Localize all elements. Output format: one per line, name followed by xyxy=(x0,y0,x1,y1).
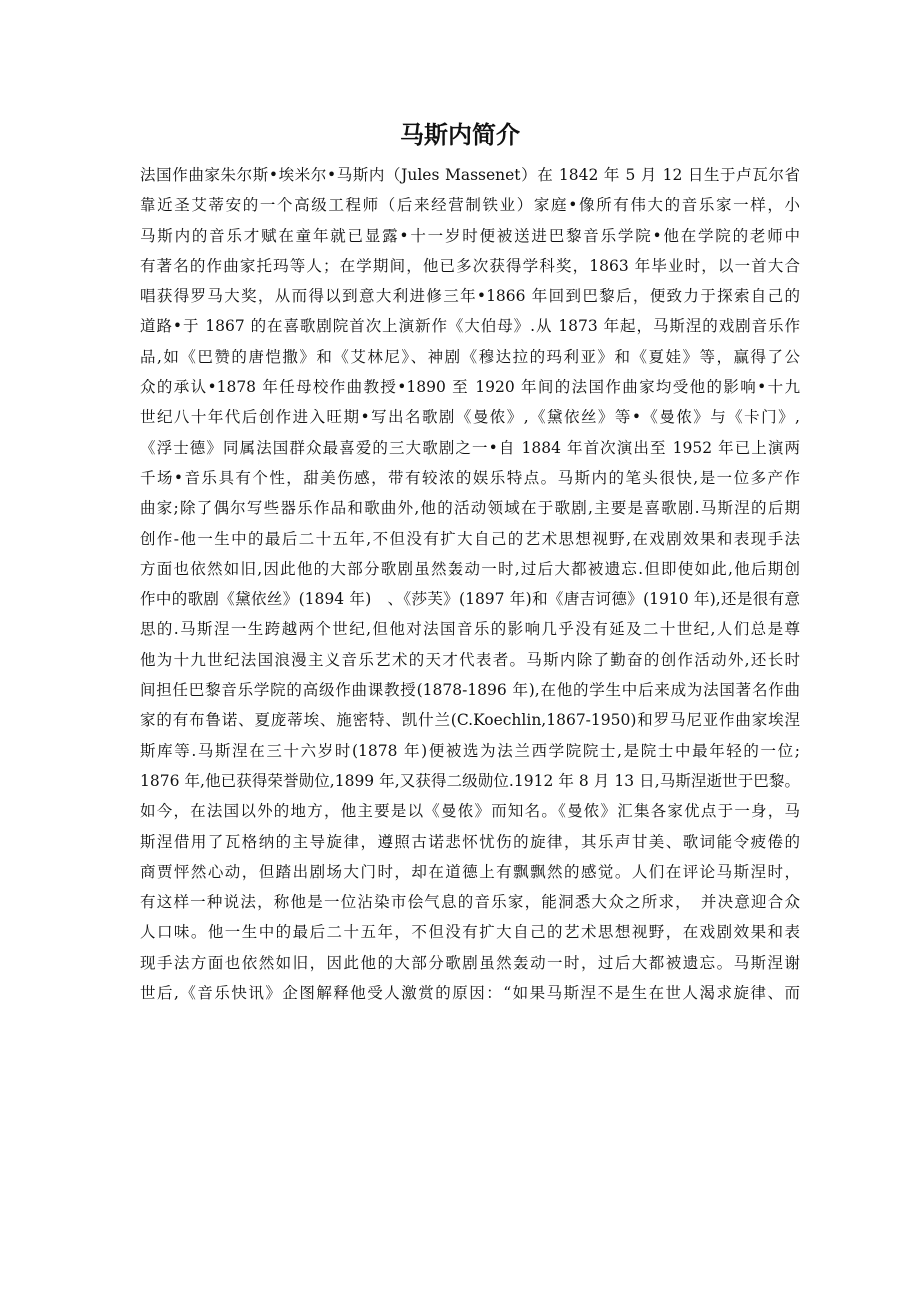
body-text-line: 人口味。他一生中的最后二十五年，不但没有扩大自己的艺术思想视野，在戏剧效果和表 xyxy=(140,923,800,942)
body-text-line: 间担任巴黎音乐学院的高级作曲课教授(1878-1896 年),在他的学生中后来成为法国著名作曲 xyxy=(140,681,800,700)
body-text-line: 品,如《巴赞的唐恺撒》和《艾林尼》、神剧《穆达拉的玛利亚》和《夏娃》等，赢得了公 xyxy=(140,347,800,366)
body-text-line: 有这样一种说法，称他是一位沾染市侩气息的音乐家，能洞悉大众之所求， 并决意迎合众 xyxy=(140,893,800,912)
body-text-line: 创作-他一生中的最后二十五年,不但没有扩大自己的艺术思想视野,在戏剧效果和表现手法 xyxy=(140,529,800,548)
body-text-line: 1876 年,他已获得荣誉勋位,1899 年,又获得二级勋位.1912 年 8 月 13 日,马斯涅逝世于巴黎。 xyxy=(140,771,800,790)
body-text-line: 马斯内的音乐才赋在童年就已显露•十一岁时便被送进巴黎音乐学院•他在学院的老师中 xyxy=(140,226,800,245)
body-text-line: 法国作曲家朱尔斯•埃米尔•马斯内（Jules Massenet）在 1842 年 5 月 12 日生于卢瓦尔省 xyxy=(140,166,800,184)
document-body xyxy=(140,160,800,1008)
body-text-line: 斯库等.马斯涅在三十六岁时(1878 年)便被选为法兰西学院院士,是院士中最年轻的一位; xyxy=(140,741,800,760)
body-text-line: 作中的歌剧《黛依丝》(1894 年) 、《莎芙》(1897 年)和《唐吉诃德》(1910 年),还是很有意 xyxy=(140,590,800,609)
body-text-line: 道路•于 1867 的在喜歌剧院首次上演新作《大伯母》.从 1873 年起，马斯涅的戏剧音乐作 xyxy=(140,317,800,336)
body-text-line: 方面也依然如旧,因此他的大部分歌剧虽然轰动一时,过后大都被遗忘.但即使如此,他后期创 xyxy=(140,559,800,578)
body-text-line: 唱获得罗马大奖，从而得以到意大利进修三年•1866 年回到巴黎后，便致力于探索自己的 xyxy=(140,287,800,306)
body-text-line: 有著名的作曲家托玛等人；在学期间，他已多次获得学科奖，1863 年毕业时，以一首大合 xyxy=(140,256,800,275)
body-text-line: 家的有布鲁诺、夏庞蒂埃、施密特、凯什兰(C.Koechlin,1867-1950)和罗马尼亚作曲家埃涅 xyxy=(140,711,800,730)
body-text-line: 现手法方面也依然如旧，因此他的大部分歌剧虽然轰动一时，过后大都被遗忘。马斯涅谢 xyxy=(140,953,800,972)
body-text-line: 世纪八十年代后创作进入旺期•写出名歌剧《曼侬》,《黛依丝》等•《曼侬》与《卡门》, xyxy=(140,408,800,427)
body-text-line: 世后,《音乐快讯》企图解释他受人激赏的原因：“如果马斯涅不是生在世人渴求旋律、而 xyxy=(140,984,800,1003)
body-text-line: 如今，在法国以外的地方，他主要是以《曼侬》而知名。《曼侬》汇集各家优点于一身，马 xyxy=(140,802,800,821)
document-title: 马斯内简介 xyxy=(400,121,520,149)
body-text-line: 斯涅借用了瓦格纳的主导旋律，遵照古诺悲怀忧伤的旋律，其乐声甘美、歌词能令疲倦的 xyxy=(140,832,800,851)
body-text-line: 思的.马斯涅一生跨越两个世纪,但他对法国音乐的影响几乎没有延及二十世纪,人们总是尊 xyxy=(140,620,800,639)
body-text-line: 《浮士德》同属法国群众最喜爱的三大歌剧之一•自 1884 年首次演出至 1952 年已上演两 xyxy=(140,438,800,457)
body-text-line: 众的承认•1878 年任母校作曲教授•1890 至 1920 年间的法国作曲家均受他的影响•十九 xyxy=(140,378,800,397)
body-text-line: 曲家;除了偶尔写些器乐作品和歌曲外,他的活动领域在于歌剧,主要是喜歌剧.马斯涅的后期 xyxy=(140,499,800,518)
body-text-line: 靠近圣艾蒂安的一个高级工程师（后来经营制铁业）家庭•像所有伟大的音乐家一样，小 xyxy=(140,196,800,215)
body-text-line: 千场•音乐具有个性，甜美伤感，带有较浓的娱乐特点。马斯内的笔头很快,是一位多产作 xyxy=(140,468,800,487)
body-text-line: 商贾怦然心动，但踏出剧场大门时，却在道德上有飘飘然的感觉。人们在评论马斯涅时， xyxy=(140,862,800,881)
body-text-line: 他为十九世纪法国浪漫主义音乐艺术的天才代表者。马斯内除了勤奋的创作活动外,还长时 xyxy=(140,650,800,669)
